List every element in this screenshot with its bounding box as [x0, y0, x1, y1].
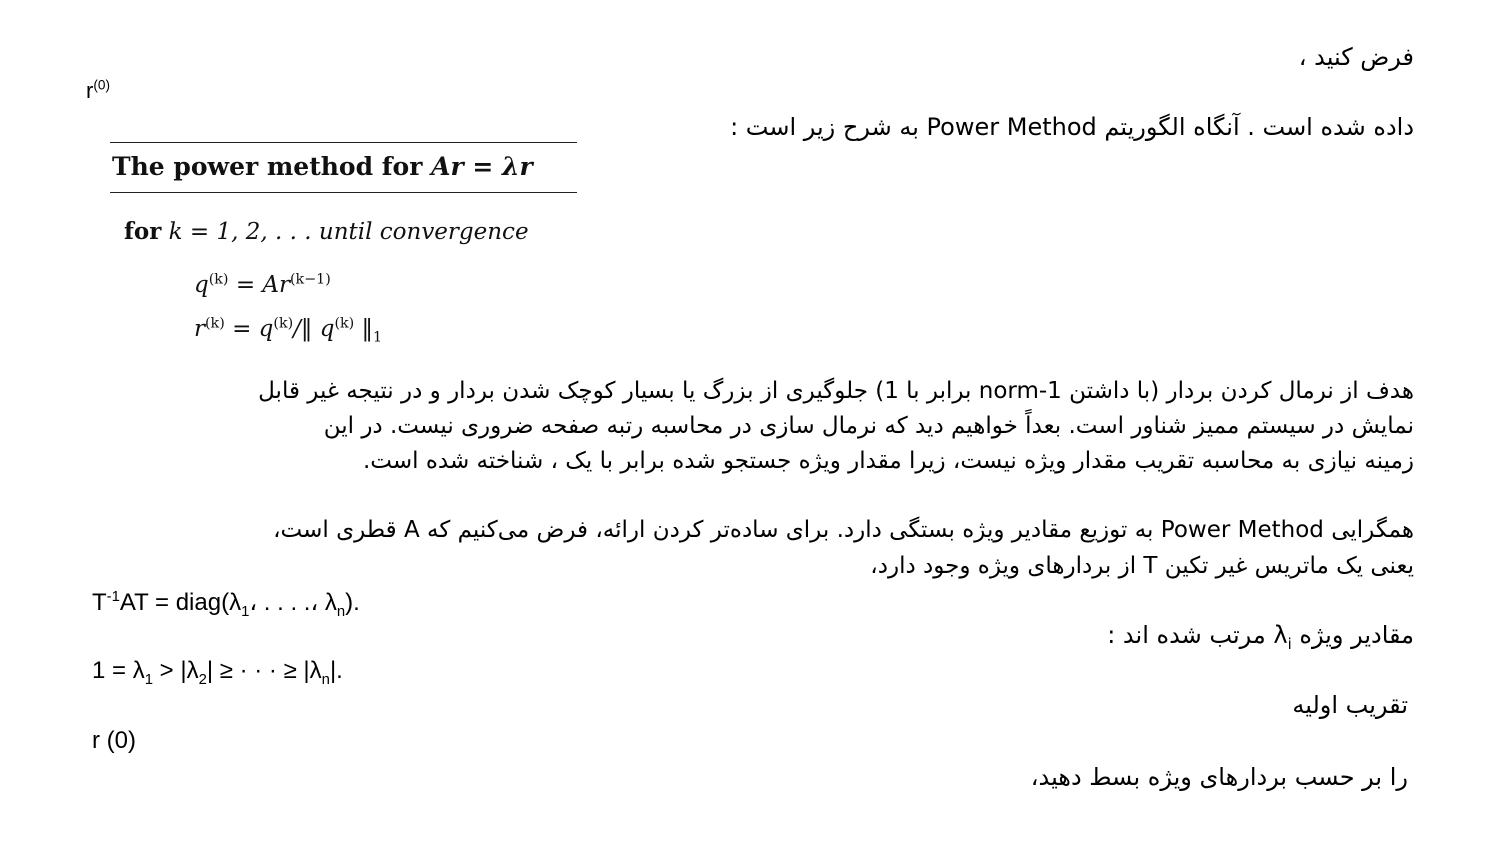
given-sentence: داده شده است . آنگاه الگوریتم Power Method به شرح زیر است :: [730, 113, 1414, 141]
r0-initial: r (0): [92, 727, 136, 754]
power-method-term: Power Method: [926, 113, 1097, 141]
eigenvalue-order-sentence: مقادیر ویژه $\lambda_i$ مرتب شده اند :: [1107, 621, 1414, 653]
normalization-paragraph: [84, 374, 1414, 479]
diagonalization-equation: $T^{-1}AT$ = $diag(\lambda_1،$ . . . .، $\lambda_n$).: [92, 589, 360, 620]
expand-sentence: را بر حسب بردارهای ویژه بسط دهید،: [1030, 763, 1408, 791]
loop-header: for k = 1, 2, . . . until convergence: [124, 218, 529, 245]
paragraph1-line3: زمینه نیازی به محاسبه تقریب مقدار ویژه نیست، زیرا مقدار ویژه جستجو شده برابر با یک ، شناخته شده است.: [362, 448, 1414, 474]
power-method-term-2: Power Method: [1160, 517, 1324, 543]
paragraph1-line2: نمایش در سیستم ممیز شناور است. بعداً خواهیم دید که نرمال سازی در محاسبه رتبه صفحه ضروری نیست. در این: [323, 413, 1414, 439]
paragraph2-line1: همگرایی Power Method به توزیع مقادیر ویژه بستگی دارد. برای ساده‌تر کردن ارائه، فرض می‌کنیم که A قطری است،: [273, 517, 1414, 543]
norm1-term: norm-1: [978, 378, 1062, 404]
top-rule: [110, 142, 577, 143]
initial-approximation-label: تقریب اولیه: [1292, 691, 1408, 719]
algorithm-title: The power method for Ar = λr: [112, 152, 533, 181]
assume-text: فرض کنید ،: [1298, 43, 1414, 71]
power-method-algorithm-figure: [110, 140, 580, 360]
eigenvalue-order-equation: $1 = \lambda_1 > |\lambda_2|$ ≥ · · · ≥ $|\lambda_n|$.: [92, 657, 343, 688]
title-rule: [110, 192, 577, 193]
convergence-paragraph: [84, 512, 1414, 584]
paragraph2-line2: یعنی یک ماتریس غیر تکین T از بردارهای ویژه وجود دارد،: [870, 553, 1414, 579]
paragraph1-line1: هدف از نرمال کردن بردار (با داشتن norm-1 برابر با 1) جلوگیری از بزرگ یا بسیار کوچک شدن بردار و در نتیجه غیر قابل: [258, 378, 1414, 404]
r0-label: $r^{(0)}$: [86, 77, 110, 103]
update-q-line: $q^{(k)} = Ar^{(k-1)}$: [194, 271, 331, 298]
normalize-r-line: $r^{(k)}$ = $q^{(k)}/‖$ $q^{(k)}$ $‖_1$: [194, 315, 383, 346]
